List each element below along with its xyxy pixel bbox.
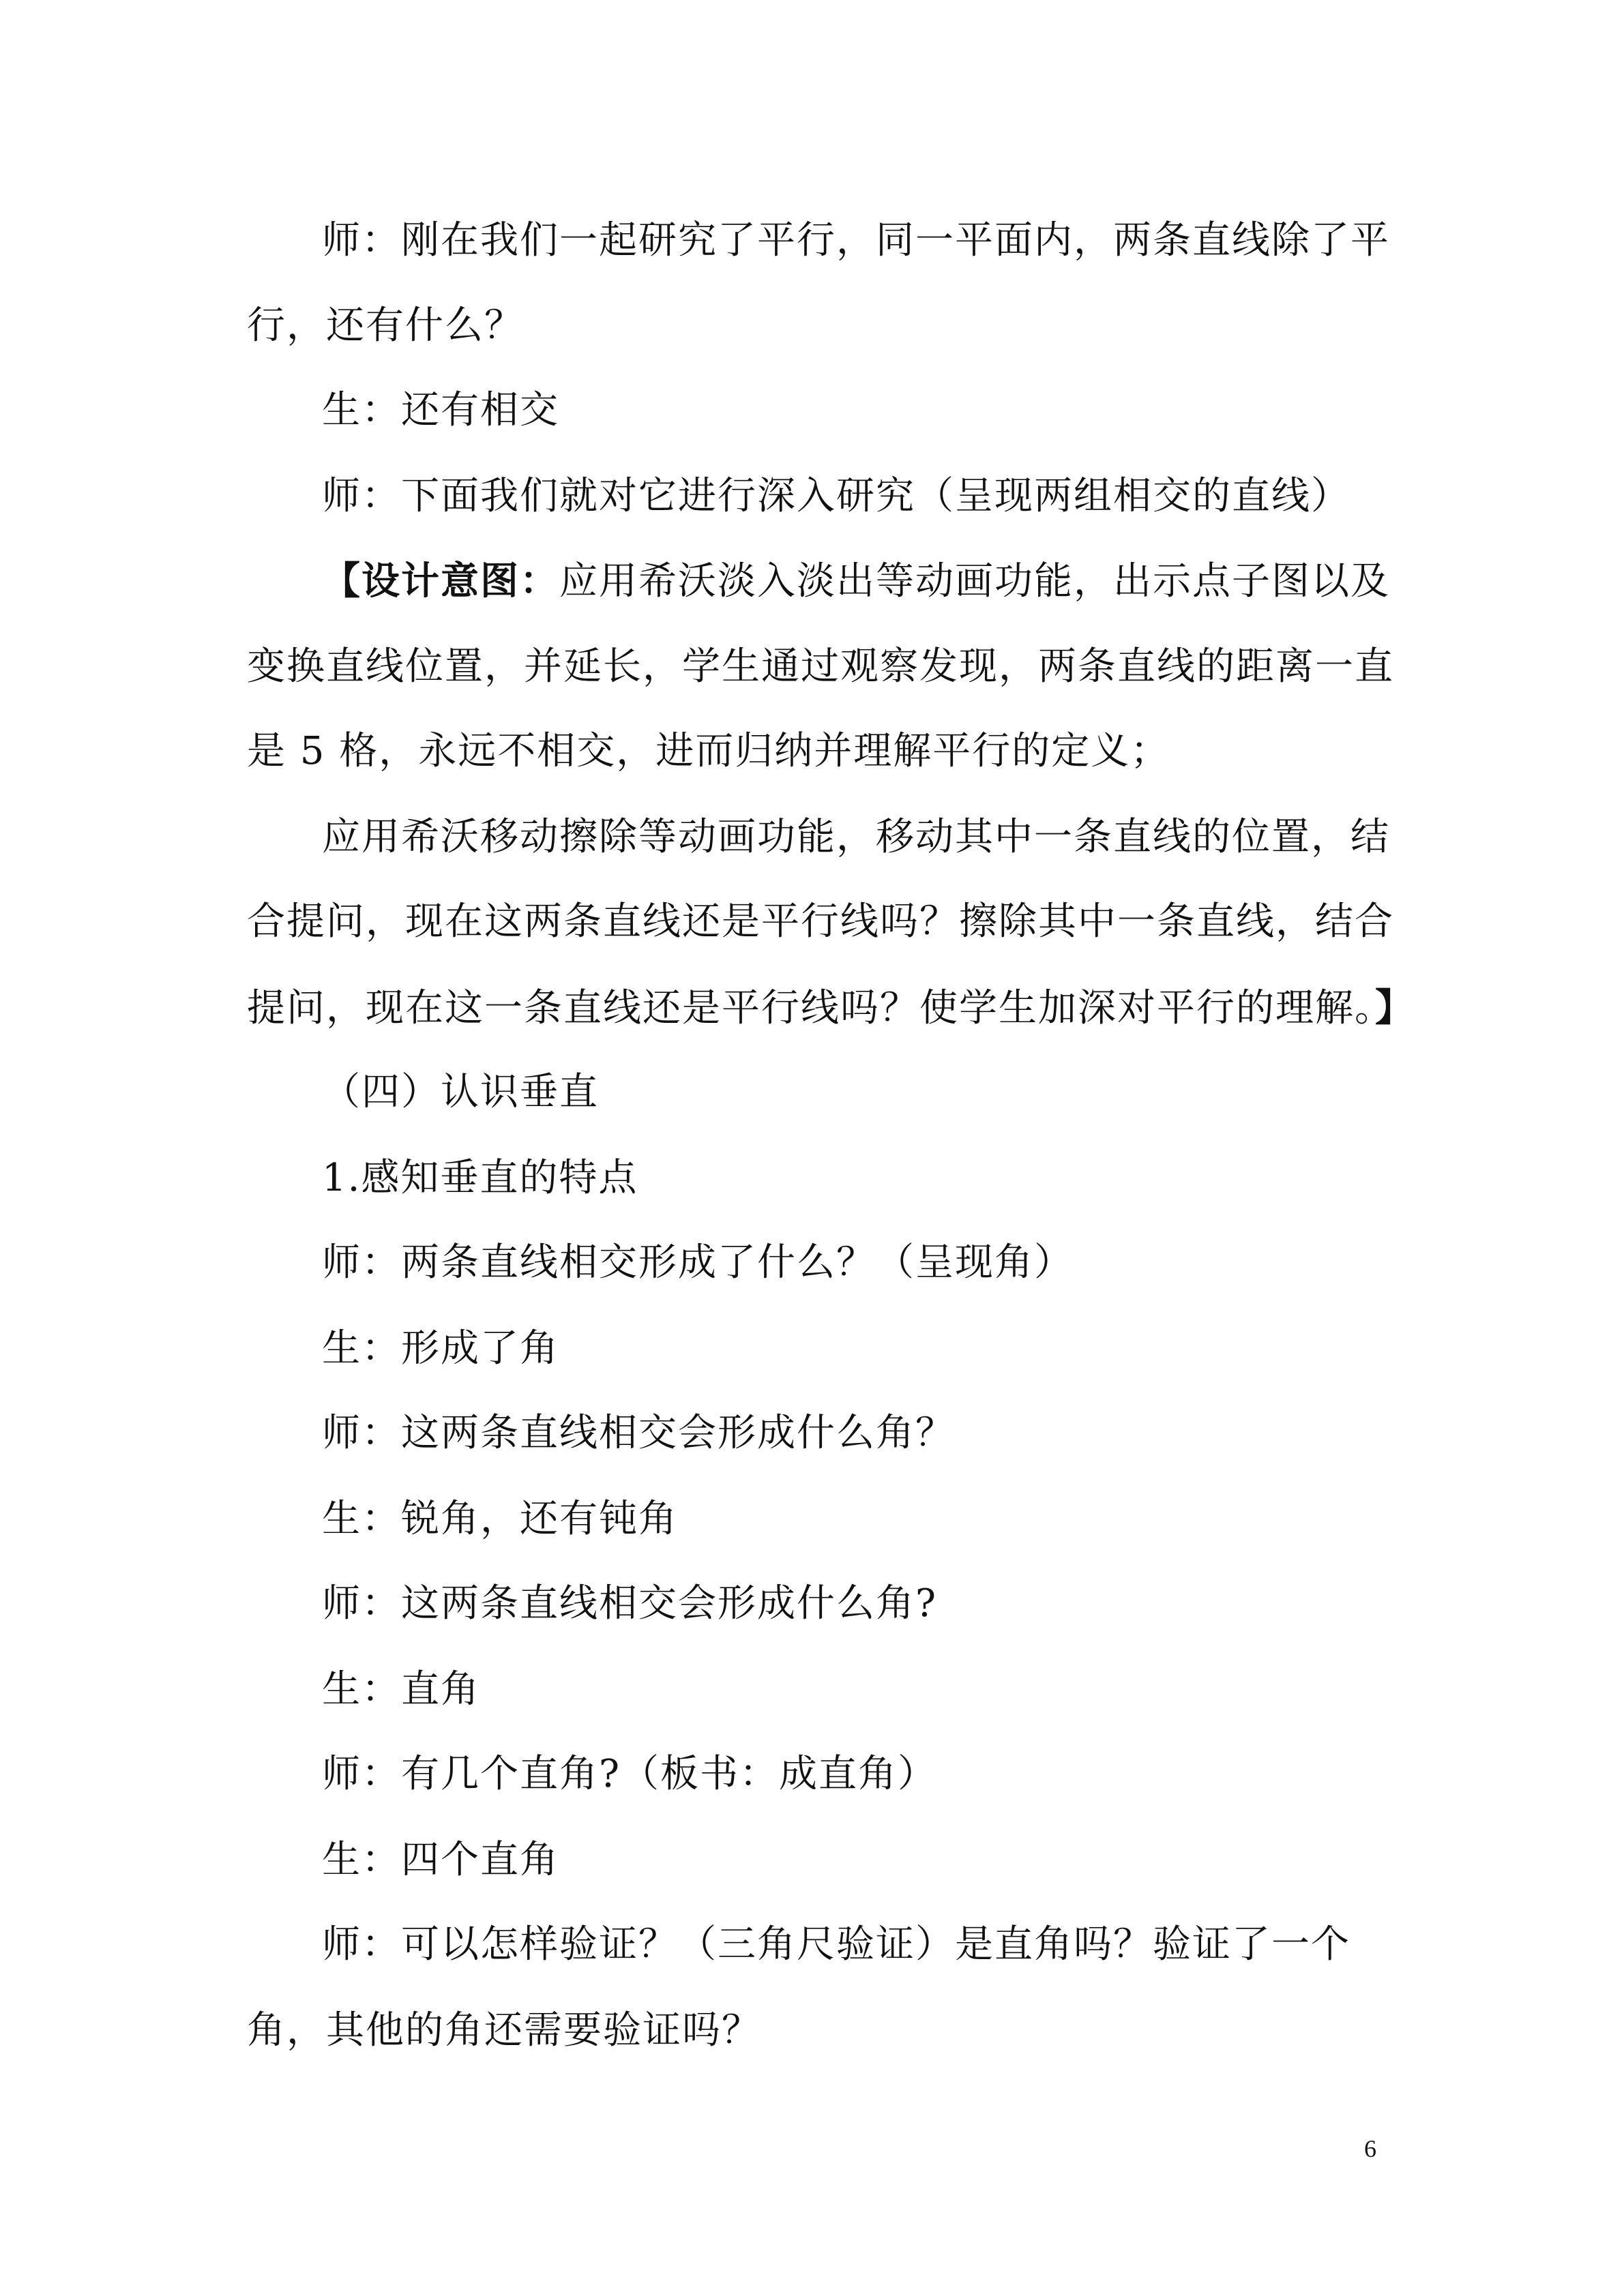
paragraph-text: 提问，现在这一条直线还是平行线吗？使学生加深对平行的理解。 (247, 986, 1375, 1030)
section-heading: （四）认识垂直 (322, 1070, 599, 1114)
paragraph-line: 生：还有相交 (322, 388, 559, 432)
paragraph-line: 应用希沃移动擦除等动画功能，移动其中一条直线的位置，结 (322, 815, 1390, 859)
paragraph-line: 变换直线位置，并延长，学生通过观察发现，两条直线的距离一直 (247, 644, 1394, 689)
paragraph-line: 师：刚在我们一起研究了平行，同一平面内，两条直线除了平 (322, 218, 1390, 263)
dialogue-line: 师：可以怎样验证？（三角尺验证）是直角吗？验证了一个 (322, 1922, 1350, 1967)
dialogue-line: 师：这两条直线相交会形成什么角？ (322, 1411, 955, 1455)
paragraph-line: 行，还有什么？ (247, 303, 524, 348)
dialogue-line: 生：直角 (322, 1667, 480, 1712)
design-intent-text: 应用希沃淡入淡出等动画功能，出示点子图以及 (559, 559, 1390, 603)
design-intent-label: 【设计意图： (322, 558, 559, 603)
paragraph-line: 师：下面我们就对它进行深入研究（呈现两组相交的直线） (322, 474, 1350, 518)
closing-bracket: 】 (1375, 985, 1415, 1030)
page-number: 6 (1364, 2135, 1376, 2162)
paragraph-line: 合提问，现在这两条直线还是平行线吗？擦除其中一条直线，结合 (247, 899, 1394, 944)
dialogue-line: 生：锐角，还有钝角 (322, 1497, 678, 1541)
dialogue-line: 师：这两条直线相交会形成什么角? (322, 1581, 938, 1626)
dialogue-line: 生：形成了角 (322, 1326, 559, 1371)
dialogue-line: 师：两条直线相交形成了什么？（呈现角） (322, 1240, 1074, 1285)
paragraph-line: 是 5 格，永远不相交，进而归纳并理解平行的定义； (247, 729, 1170, 773)
design-intent-line (322, 558, 1390, 603)
paragraph-line (247, 985, 1415, 1030)
subsection-heading: 1.感知垂直的特点 (322, 1156, 638, 1200)
dialogue-line: 角，其他的角还需要验证吗？ (247, 2008, 761, 2053)
dialogue-line: 生：四个直角 (322, 1838, 559, 1882)
dialogue-line: 师：有几个直角?（板书：成直角） (322, 1752, 938, 1796)
